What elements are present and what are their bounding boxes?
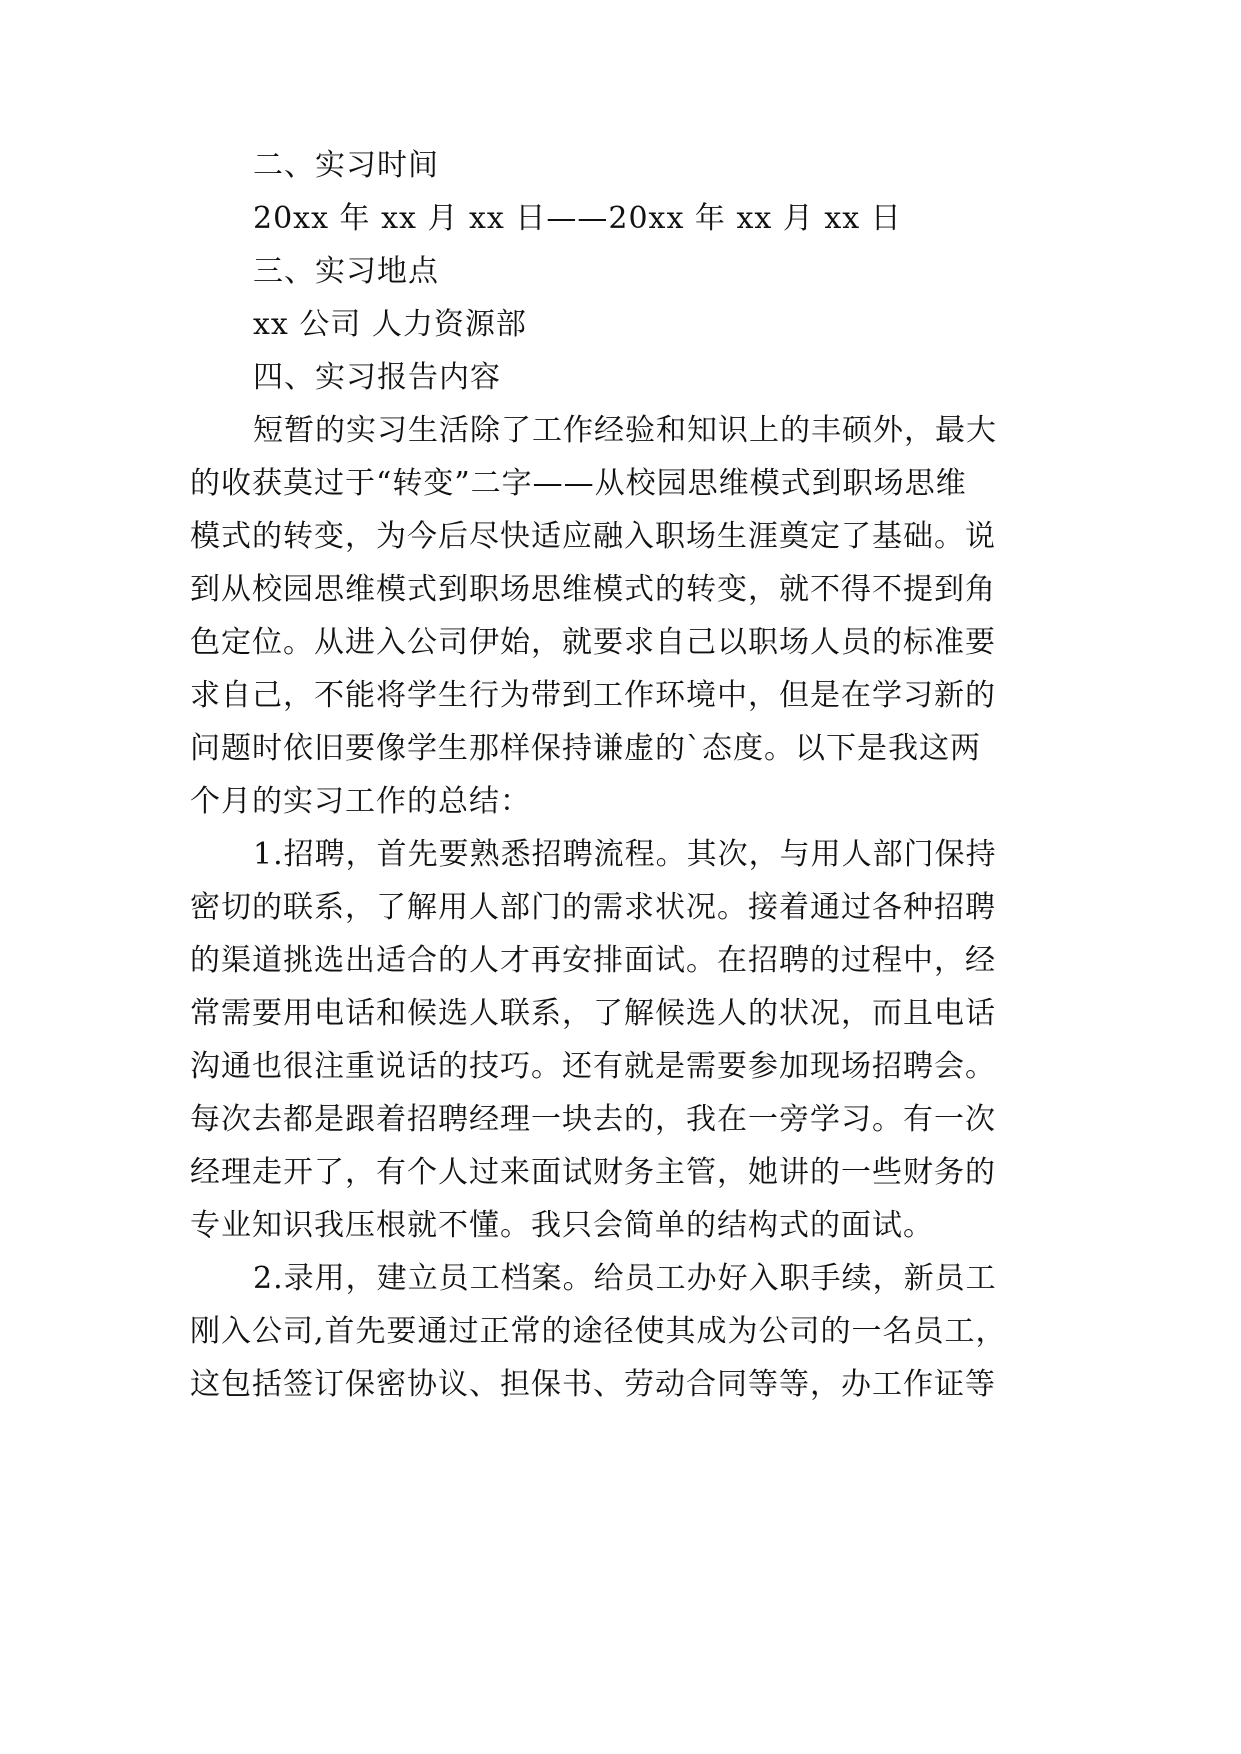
paragraph-line: 的收获莫过于“转变”二字——从校园思维模式到职场思维 xyxy=(190,466,967,501)
paragraph-line: 短暂的实习生活除了工作经验和知识上的丰硕外，最大 xyxy=(253,413,997,448)
recruitment-line: 沟通也很注重说话的技巧。还有就是需要参加现场招聘会。 xyxy=(190,1049,996,1084)
paragraph-line: 色定位。从进入公司伊始，就要求自己以职场人员的标准要 xyxy=(190,625,996,660)
recruitment-line: 常需要用电话和候选人联系，了解候选人的状况，而且电话 xyxy=(190,996,996,1031)
paragraph-line: 到从校园思维模式到职场思维模式的转变，就不得不提到角 xyxy=(190,572,996,607)
heading-internship-place: 三、实习地点 xyxy=(253,254,439,289)
hiring-line: 刚入公司,首先要通过正常的途径使其成为公司的一名员工， xyxy=(190,1314,1007,1349)
internship-place: xx 公司 人力资源部 xyxy=(253,307,527,342)
recruitment-line: 每次去都是跟着招聘经理一块去的，我在一旁学习。有一次 xyxy=(190,1102,996,1137)
recruitment-line: 经理走开了，有个人过来面试财务主管，她讲的一些财务的 xyxy=(190,1155,996,1190)
paragraph-line: 模式的转变，为今后尽快适应融入职场生涯奠定了基础。说 xyxy=(190,519,996,554)
paragraph-line: 个月的实习工作的总结： xyxy=(190,784,531,819)
recruitment-line: 的渠道挑选出适合的人才再安排面试。在招聘的过程中，经 xyxy=(190,943,996,978)
paragraph-line: 求自己，不能将学生行为带到工作环境中，但是在学习新的 xyxy=(190,678,996,713)
recruitment-line: 1.招聘，首先要熟悉招聘流程。其次，与用人部门保持 xyxy=(253,837,997,872)
hiring-line: 2.录用，建立员工档案。给员工办好入职手续，新员工 xyxy=(253,1261,997,1296)
recruitment-line: 密切的联系，了解用人部门的需求状况。接着通过各种招聘 xyxy=(190,890,996,925)
recruitment-line: 专业知识我压根就不懂。我只会简单的结构式的面试。 xyxy=(190,1208,934,1243)
heading-internship-time: 二、实习时间 xyxy=(253,148,439,183)
paragraph-line: 问题时依旧要像学生那样保持谦虚的`态度。以下是我这两 xyxy=(190,731,981,766)
internship-time-range: 20xx 年 xx 月 xx 日——20xx 年 xx 月 xx 日 xyxy=(253,201,902,236)
heading-report-content: 四、实习报告内容 xyxy=(253,360,501,395)
hiring-line: 这包括签订保密协议、担保书、劳动合同等等，办工作证等 xyxy=(190,1367,996,1402)
